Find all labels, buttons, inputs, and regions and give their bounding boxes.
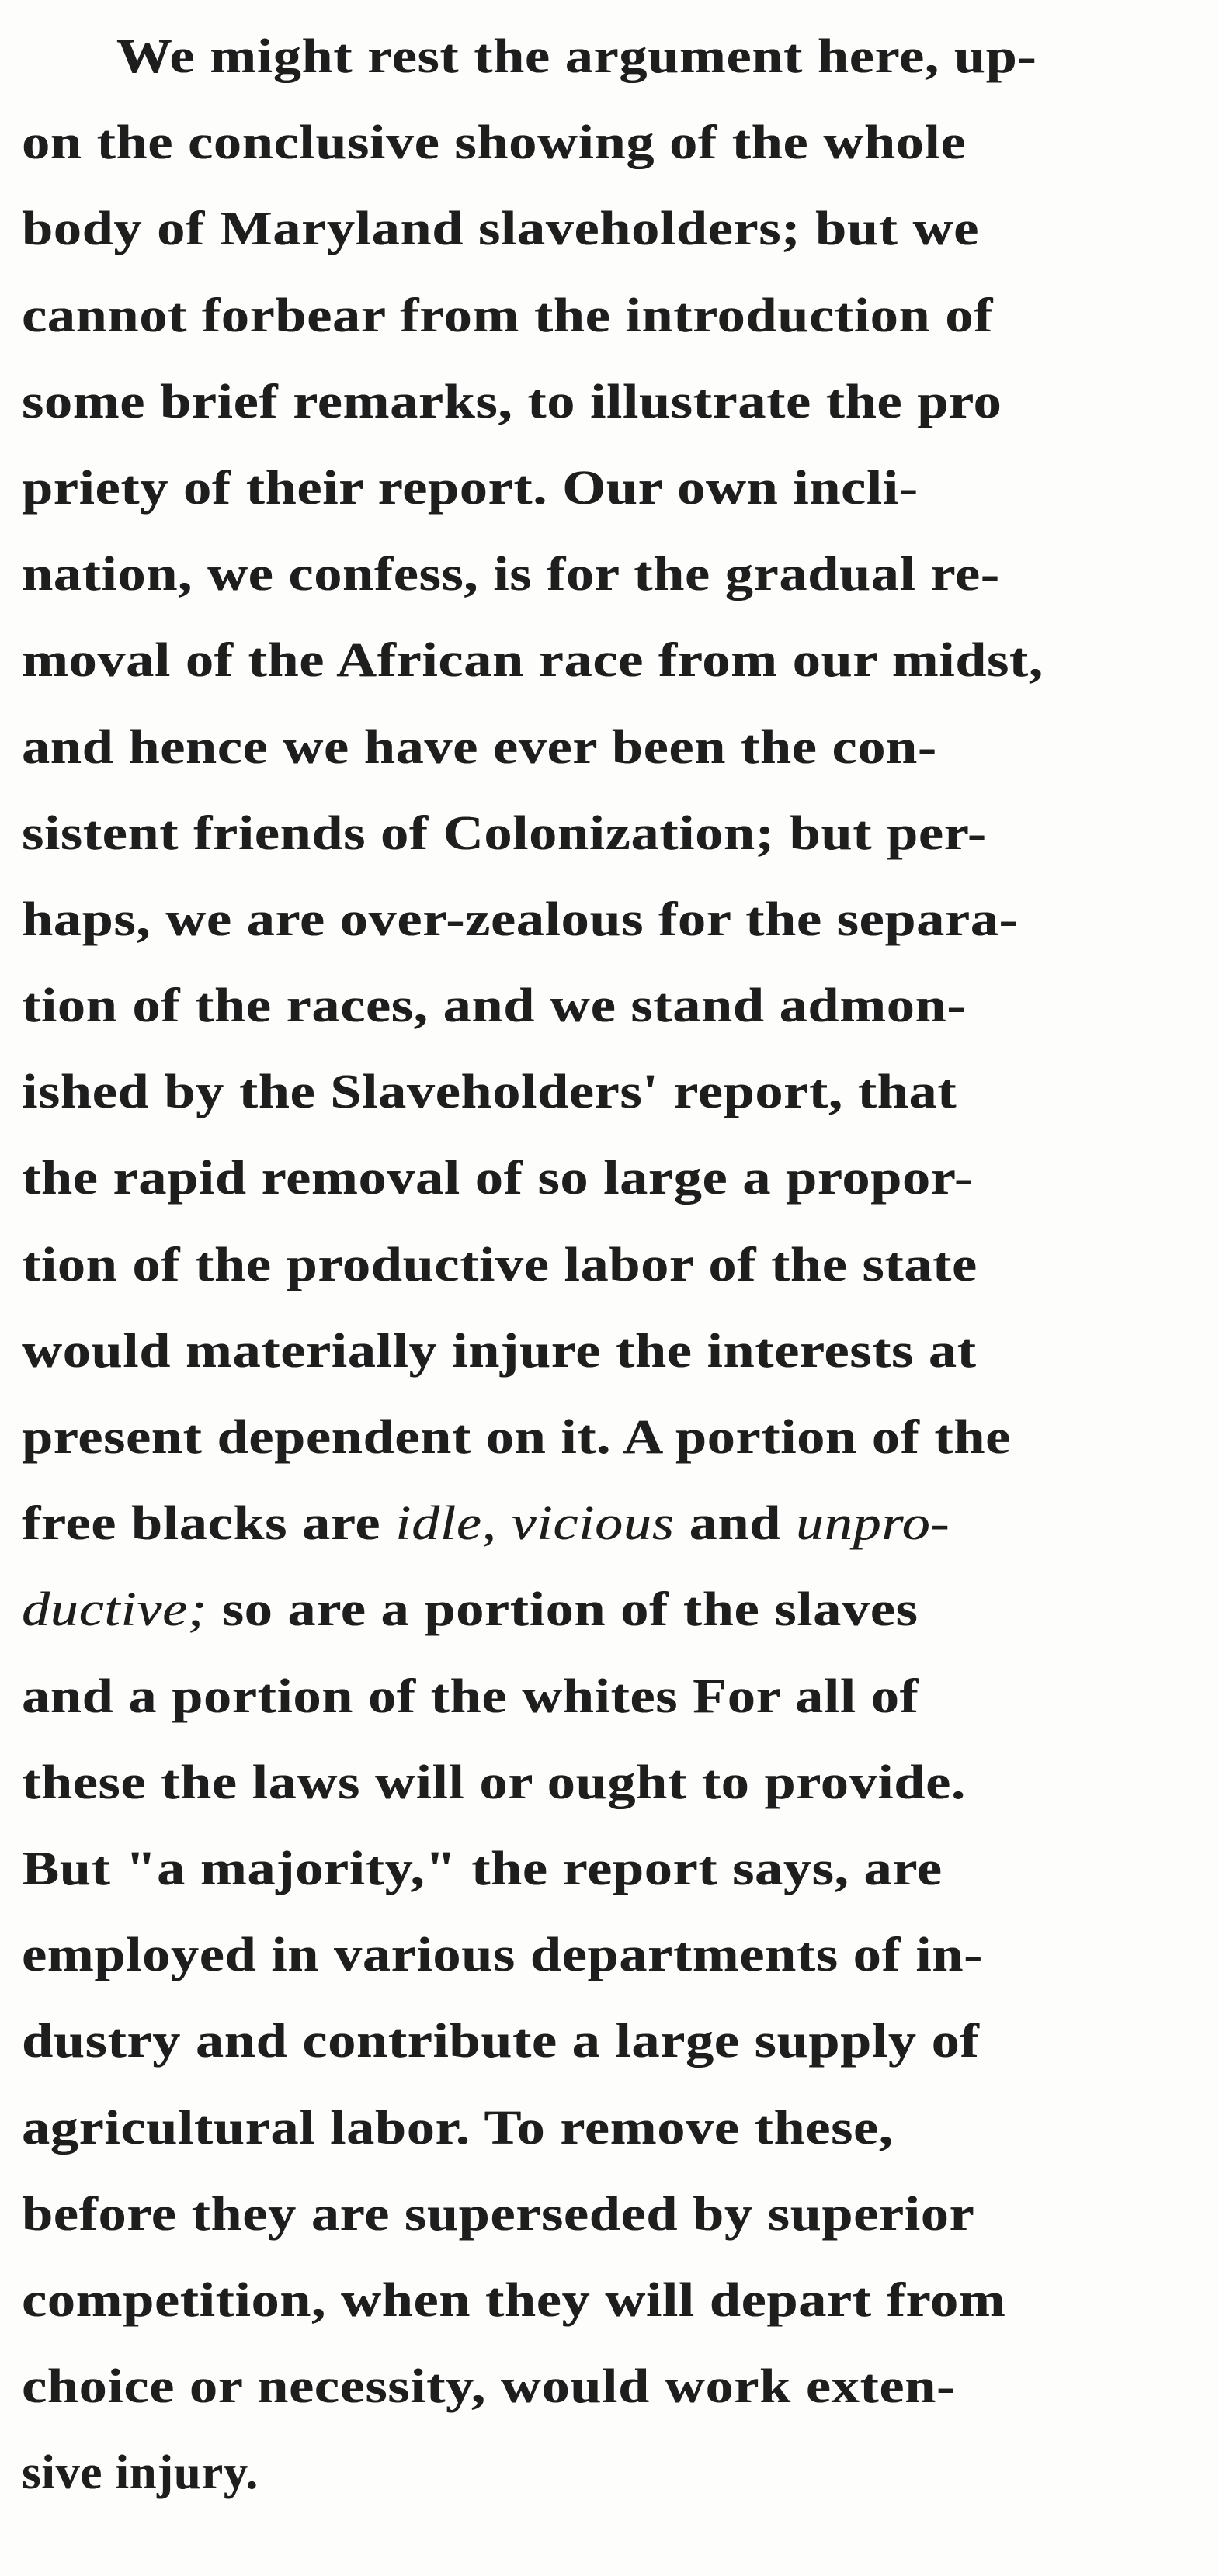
article-line: before they are superseded by superior xyxy=(22,2187,975,2241)
article-line: employed in various departments of in- xyxy=(22,1929,983,1982)
article-line: nation, we confess, is for the gradual re- xyxy=(22,548,1000,602)
article-line: these the laws will or ought to provide. xyxy=(22,1756,966,1809)
article-line: competition, when they will depart from xyxy=(22,2273,1006,2327)
italic-word: vicious xyxy=(511,1497,675,1551)
article-line: the rapid removal of so large a propor- xyxy=(22,1152,974,1205)
article-column xyxy=(22,14,1202,2516)
article-line: But "a majority," the report says, are xyxy=(22,1842,943,1895)
article-line: dustry and contribute a large supply of xyxy=(22,2015,980,2068)
article-line: body of Maryland slaveholders; but we xyxy=(22,203,979,256)
article-line: agricultural labor. To remove these, xyxy=(22,2101,894,2155)
article-line: ished by the Slaveholders' report, that xyxy=(22,1066,957,1119)
article-line: and hence we have ever been the con- xyxy=(22,720,937,774)
article-line: cannot forbear from the introduction of xyxy=(22,289,993,342)
article-line: some brief remarks, to illustrate the pro xyxy=(22,375,1002,428)
article-line: present dependent on it. A portion of the xyxy=(22,1411,1011,1464)
article-line: priety of their report. Our own incli- xyxy=(22,461,919,515)
italic-word: ductive; xyxy=(22,1583,207,1637)
article-line: moval of the African race from our midst, xyxy=(22,634,1044,688)
article-line: sive injury. xyxy=(22,2446,259,2500)
article-line: sistent friends of Colonization; but per- xyxy=(22,806,987,860)
article-line: tion of the races, and we stand admon- xyxy=(22,979,967,1033)
article-line: tion of the productive labor of the state xyxy=(22,1238,978,1291)
article-line: would materially injure the interests at xyxy=(22,1324,977,1378)
article-line: and a portion of the whites For all of xyxy=(22,1669,919,1723)
article-line: free blacks are idle, vicious and unpro- xyxy=(22,1497,950,1551)
article-line: ductive; so are a portion of the slaves xyxy=(22,1583,919,1637)
article-line: We might rest the argument here, up- xyxy=(116,30,1037,83)
italic-word: idle, xyxy=(395,1497,497,1551)
article-line: on the conclusive showing of the whole xyxy=(22,116,967,170)
article-line: haps, we are over-zealous for the separa- xyxy=(22,893,1019,946)
article-line: choice or necessity, would work exten- xyxy=(22,2360,956,2414)
italic-word: unpro- xyxy=(795,1497,950,1551)
